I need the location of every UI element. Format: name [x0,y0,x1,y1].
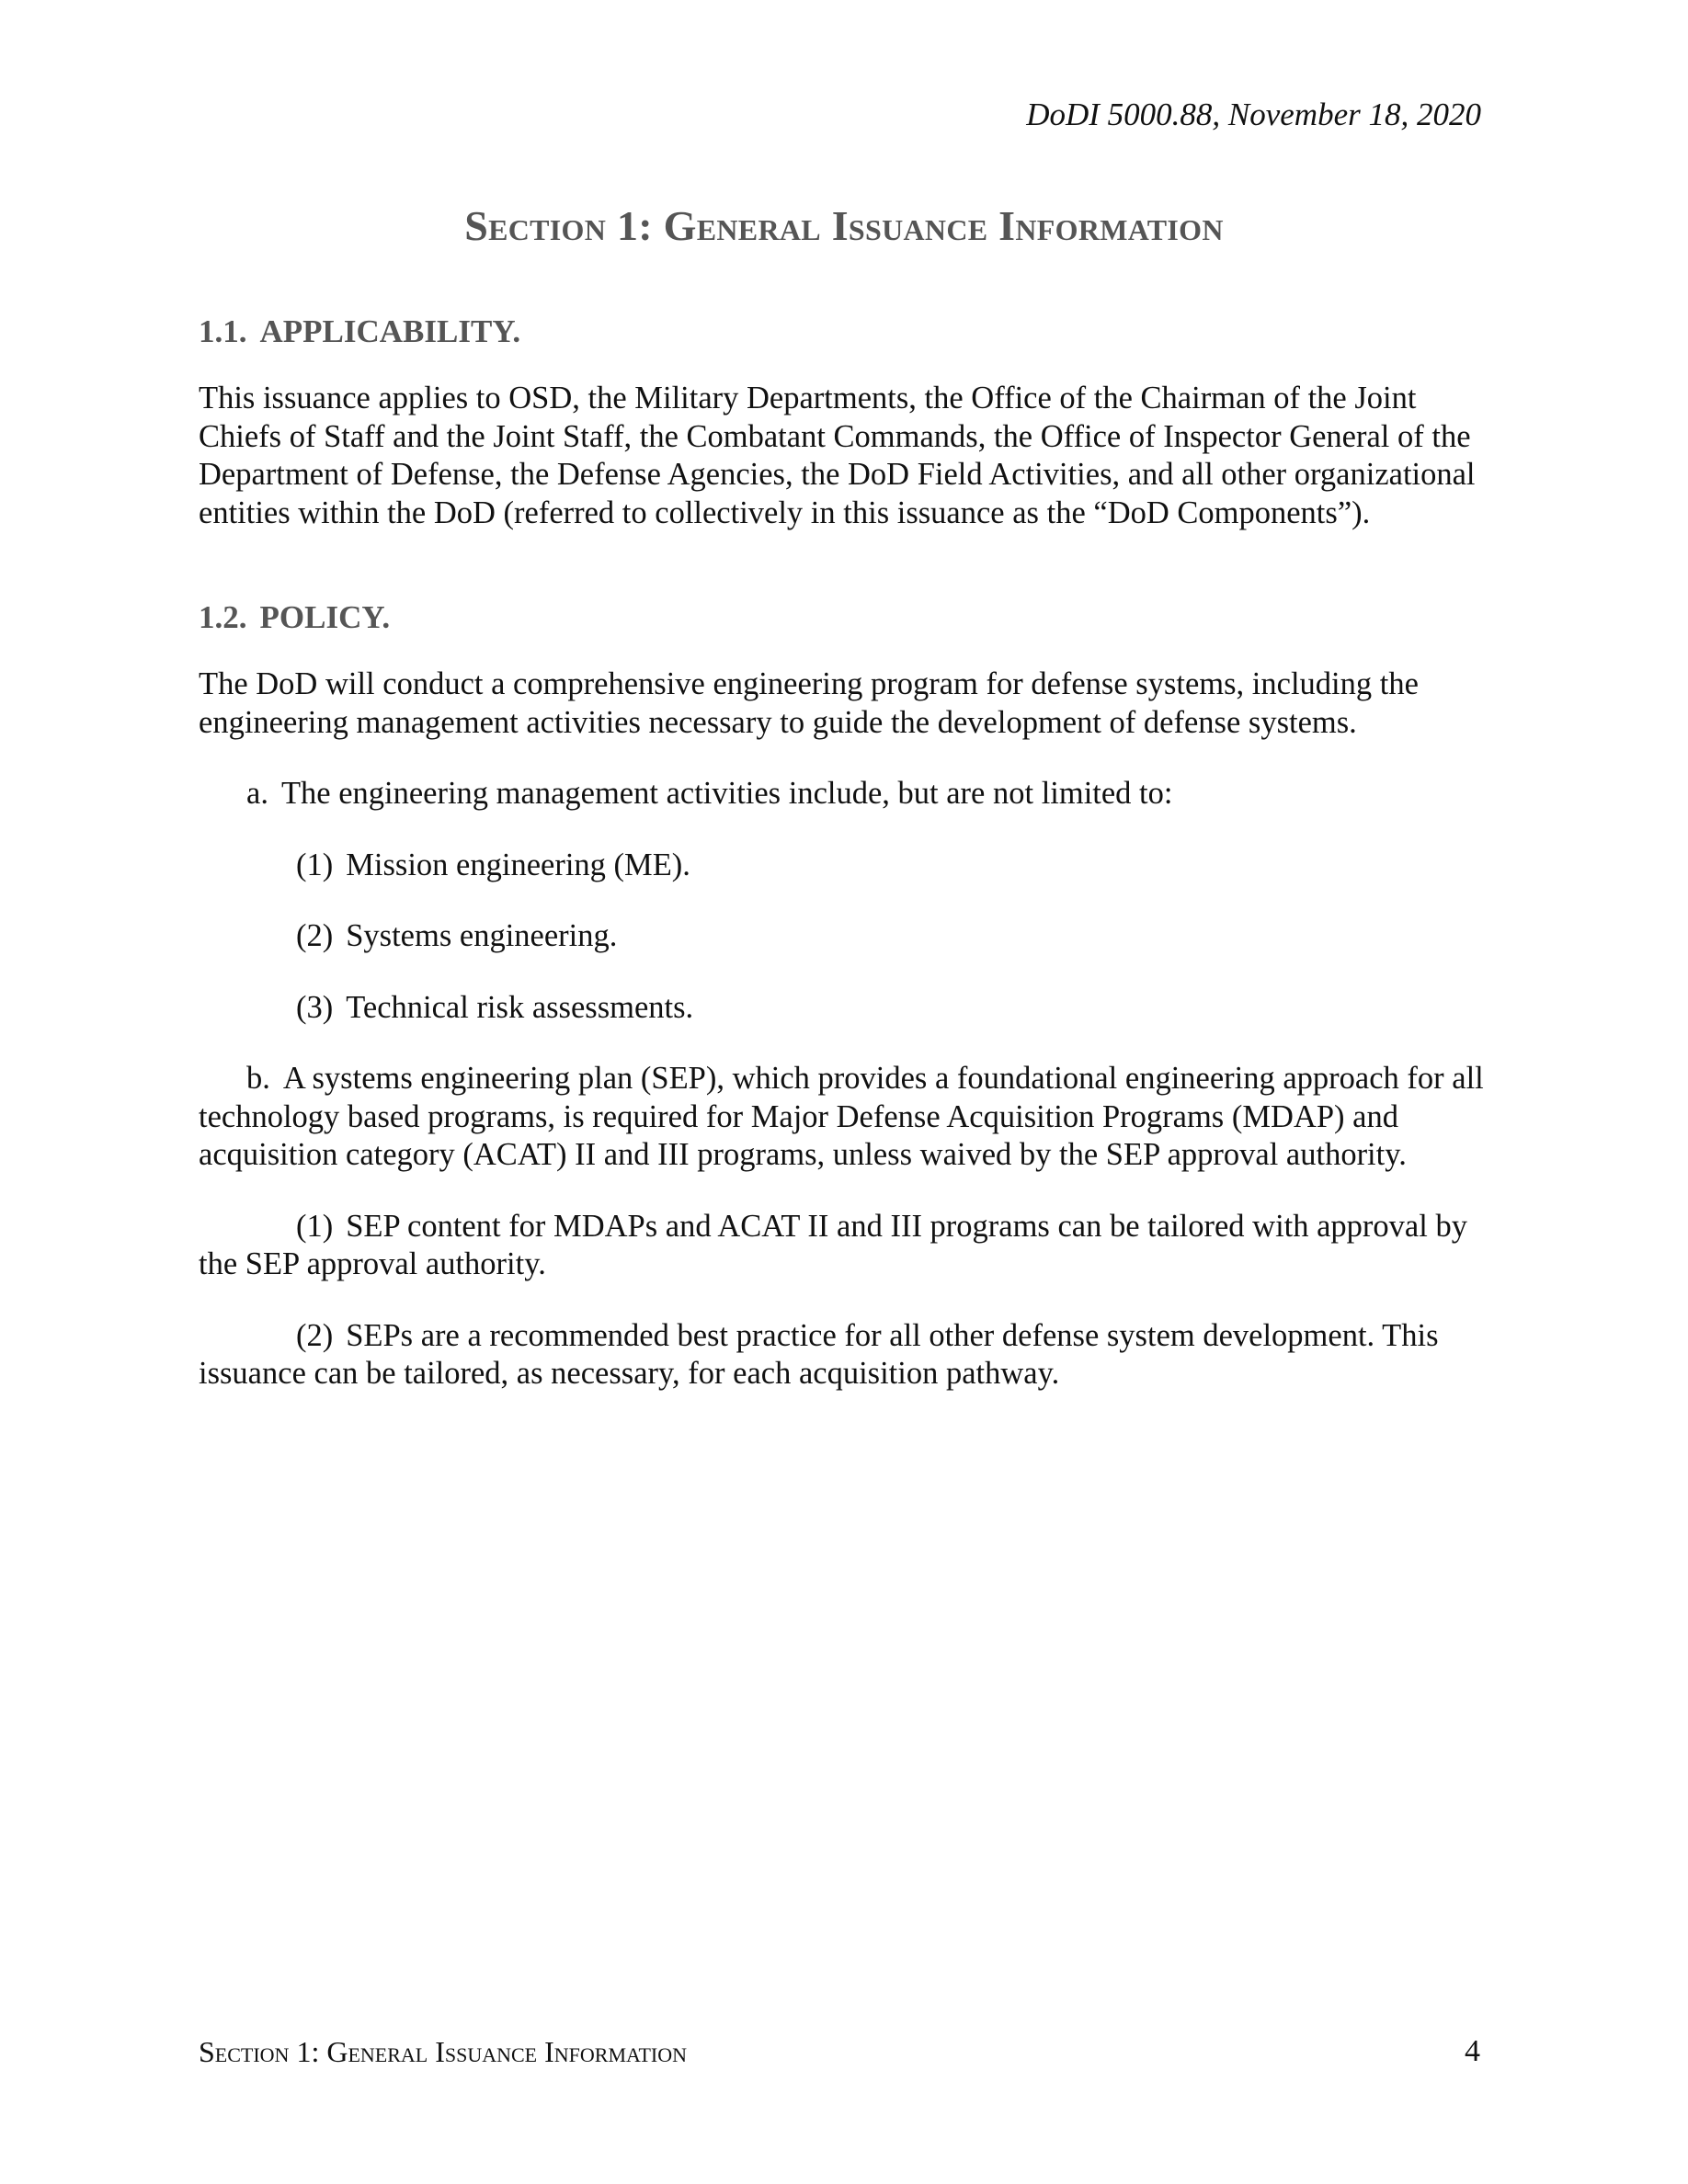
item-text: Mission engineering (ME). [346,847,690,882]
policy-item-a [199,775,1495,813]
page-number: 4 [1465,2034,1480,2068]
section-title: Section 1: General Issuance Information [464,202,1224,249]
item-label: (1) [296,1208,334,1244]
item-text: Systems engineering. [346,918,618,953]
policy-item-b [199,1060,1495,1175]
item-text: SEP content for MDAPs and ACAT II and III programs can be tailored with approval by the SEP approval authority. [199,1208,1467,1281]
policy-item-b-2 [199,1317,1495,1393]
policy-item-b-1 [199,1208,1495,1284]
item-label: (2) [296,1317,334,1353]
policy-item-a-3 [199,989,1495,1028]
item-text: The engineering management activities include, but are not limited to: [280,776,1173,811]
item-text: SEPs are a recommended best practice for all other defense system development. This issuance can be tailored, as necessary, for each acquisition pathway. [199,1317,1439,1391]
item-label: (3) [296,989,334,1025]
policy-intro-paragraph: The DoD will conduct a comprehensive engineering program for defense systems, including the engineering management activities necessary to guide the development of defense systems. [199,666,1419,740]
item-label: a. [246,776,268,811]
running-header: DoDI 5000.88, November 18, 2020 [1026,97,1481,132]
applicability-paragraph: This issuance applies to OSD, the Military Departments, the Office of the Chairman of the Joint Chiefs of Staff and the Joint Staff, the Combatant Commands, the Office of Inspector General of the Department of Defense, the Defense Agencies, the DoD Field Activities, and all other organizational entities within the DoD (referred to collectively in this issuance as the “DoD Components”). [199,381,1476,530]
item-label: b. [246,1061,270,1096]
item-text: Technical risk assessments. [346,989,694,1025]
heading-text: APPLICABILITY. [259,313,521,349]
document-body [199,313,1495,1427]
heading-policy [199,598,1495,637]
heading-applicability [199,313,1495,351]
heading-number: 1.2. [199,599,247,635]
heading-number: 1.1. [199,313,247,349]
item-label: (1) [296,847,334,882]
heading-text: POLICY. [259,599,391,635]
policy-item-a-1 [199,847,1495,885]
footer-section-label: Section 1: General Issuance Information [199,2035,688,2068]
policy-item-a-2 [199,917,1495,956]
item-text: A systems engineering plan (SEP), which provides a foundational engineering approach for all technology based programs, is required for Major Defense Acquisition Programs (MDAP) and acquisition category (ACAT) II and III programs, unless waived by the SEP approval authority. [199,1061,1484,1172]
item-label: (2) [296,918,334,953]
